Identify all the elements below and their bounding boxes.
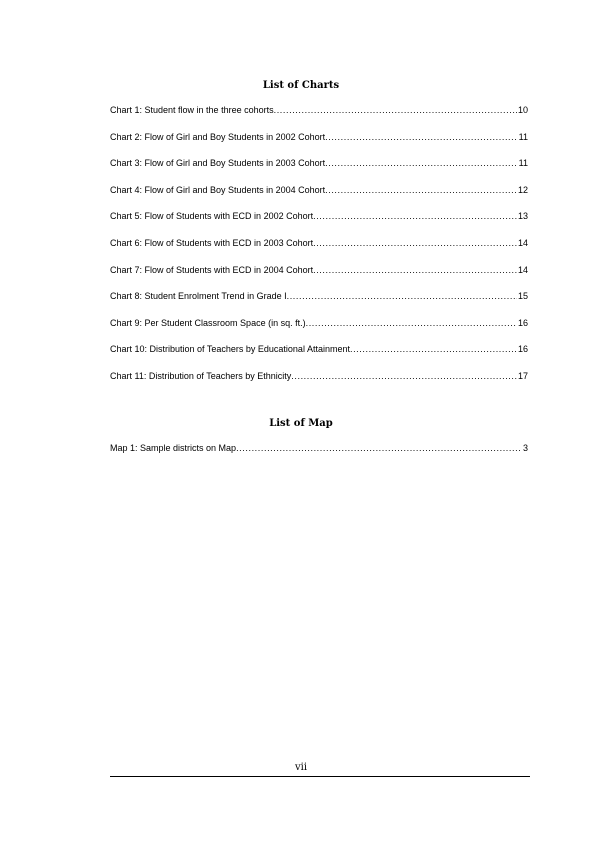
page-number: vii [294,762,308,773]
toc-entry [110,343,528,356]
toc-entry [110,237,528,250]
toc-entry [110,157,528,170]
toc-entry [110,264,528,277]
toc-dot-leader [287,290,517,303]
toc-dot-leader [236,442,522,455]
toc-entry [110,104,528,117]
toc-entry [110,370,528,383]
toc-entry-page: 15 [517,291,528,302]
toc-dot-leader [325,157,518,170]
toc-entry-label: Chart 4: Flow of Girl and Boy Students in 2004 Cohort [110,184,326,195]
toc-entry-label: Chart 9: Per Student Classroom Space (in sq. ft.) [110,317,306,328]
toc-dot-leader [313,264,517,277]
toc-entry-page: 14 [517,237,528,248]
toc-entry-page: 17 [517,370,528,381]
toc-entry-label: Chart 7: Flow of Students with ECD in 2004 Cohort [110,264,314,275]
toc-entry [110,131,528,144]
toc-entry-page: 11 [518,158,528,169]
toc-entry-label: Chart 5: Flow of Students with ECD in 2002 Cohort [110,211,314,222]
toc-dot-leader [325,184,517,197]
toc-dot-leader [325,131,518,144]
toc-entry-page: 10 [517,105,528,115]
footer-rule [110,776,530,777]
toc-entry-page: 11 [518,131,528,142]
toc-entry [110,184,528,197]
toc-entry [110,210,528,223]
toc-entry-page: 13 [517,211,528,222]
toc-entry-label: Chart 10: Distribution of Teachers by Educational Attainment [110,344,350,355]
toc-entry [110,317,528,330]
toc-entry-page: 14 [517,264,528,275]
toc-entry-page: 3 [522,443,528,453]
toc-entry-page: 16 [517,317,528,328]
toc-entry-label: Chart 8: Student Enrolment Trend in Grade I [110,291,287,302]
toc-entry [110,290,528,303]
toc-dot-leader [274,104,517,117]
toc-entry-label: Map 1: Sample districts on Map [110,443,237,453]
toc-entry-label: Chart 11: Distribution of Teachers by Ethnicity [110,370,292,381]
toc-entry [110,442,528,455]
toc-dot-leader [291,370,517,383]
list-of-charts-heading: List of Charts [262,80,340,91]
toc-entry-page: 12 [517,184,528,195]
map-toc-list [110,442,528,455]
toc-entry-page: 16 [517,344,528,355]
toc-dot-leader [313,237,517,250]
toc-entry-label: Chart 6: Flow of Students with ECD in 2003 Cohort [110,237,314,248]
toc-entry-label: Chart 1: Student flow in the three cohorts [110,105,274,115]
charts-toc-list [110,104,528,383]
toc-dot-leader [306,317,517,330]
toc-entry-label: Chart 3: Flow of Girl and Boy Students in 2003 Cohort [110,158,326,169]
toc-dot-leader [313,210,517,223]
list-of-map-heading: List of Map [269,418,333,429]
toc-dot-leader [350,343,517,356]
toc-entry-label: Chart 2: Flow of Girl and Boy Students in 2002 Cohort [110,131,326,142]
